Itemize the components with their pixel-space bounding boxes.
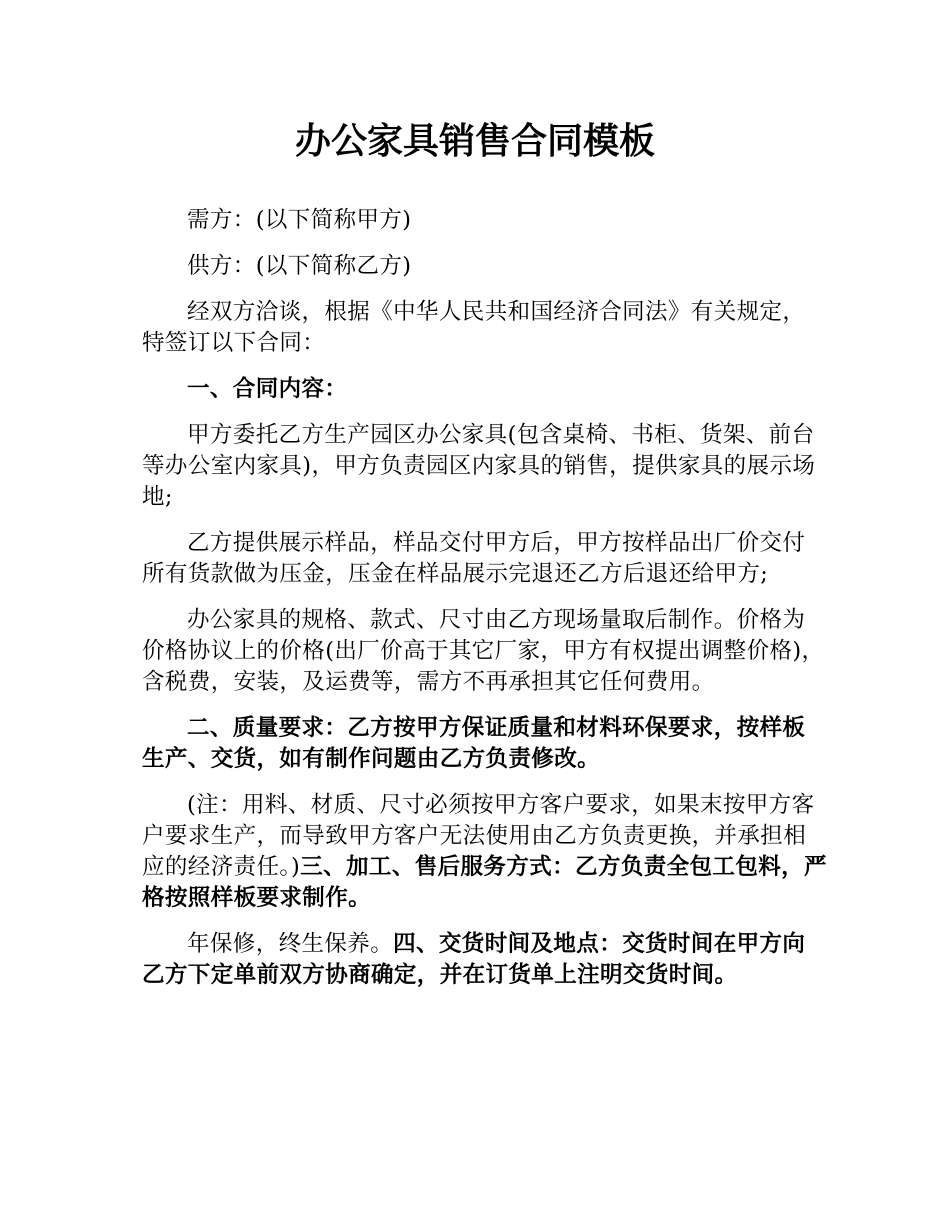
text-run: 经双方洽谈，根据《中华人民共和国经济合同法》有关规定，特签订以下合同： — [142, 299, 806, 356]
text-run: 年保修，终生保养。 — [187, 931, 394, 957]
heading-contract-content — [142, 374, 828, 405]
paragraph-preamble — [142, 297, 828, 359]
text-run: 需方：(以下简称甲方) — [187, 207, 412, 233]
section-heading: 四、交货时间及地点：交货时间在甲方向乙方下定单前双方协商确定，并在订货单上注明交货时间。 — [142, 931, 806, 988]
text-run: 甲方委托乙方生产园区办公家具(包含桌椅、书柜、货架、前台等办公室内家具)，甲方负责园区内家具的销售，提供家具的展示场地; — [142, 422, 816, 510]
section-heading: 二、质量要求：乙方按甲方保证质量和材料环保要求，按样板生产、交货，如有制作问题由乙方负责修改。 — [142, 715, 806, 772]
document-body — [142, 205, 828, 1006]
paragraph-note-service — [142, 790, 828, 914]
paragraph-samples — [142, 528, 828, 590]
text-run: 办公家具的规格、款式、尺寸由乙方现场量取后制作。价格为价格协议上的价格(出厂价高于其它厂家，甲方有权提出调整价格)，含税费，安装，及运费等，需方不再承担其它任何费用。 — [142, 607, 825, 695]
paragraph-supplier — [142, 251, 828, 282]
section-heading: 一、合同内容： — [187, 376, 348, 402]
text-run: 乙方提供展示样品，样品交付甲方后，甲方按样品出厂价交付所有货款做为压金，压金在样品展示完退还乙方后退还给甲方; — [142, 530, 806, 587]
paragraph-buyer — [142, 205, 828, 236]
text-run: (注：用料、材质、尺寸必须按甲方客户要求，如果末按甲方客户要求生产，而导致甲方客户无法使用由乙方负责更换，并承担相应的经济责任。) — [142, 792, 815, 880]
text-run: 供方：(以下简称乙方) — [187, 253, 412, 279]
paragraph-pricing — [142, 605, 828, 698]
paragraph-commission — [142, 420, 828, 513]
document-title: 办公家具销售合同模板 — [294, 121, 655, 162]
section-heading: 三、加工、售后服务方式：乙方负责全包工包料，严格按照样板要求制作。 — [142, 854, 827, 911]
paragraph-quality — [142, 713, 828, 775]
paragraph-warranty-delivery — [142, 929, 828, 991]
